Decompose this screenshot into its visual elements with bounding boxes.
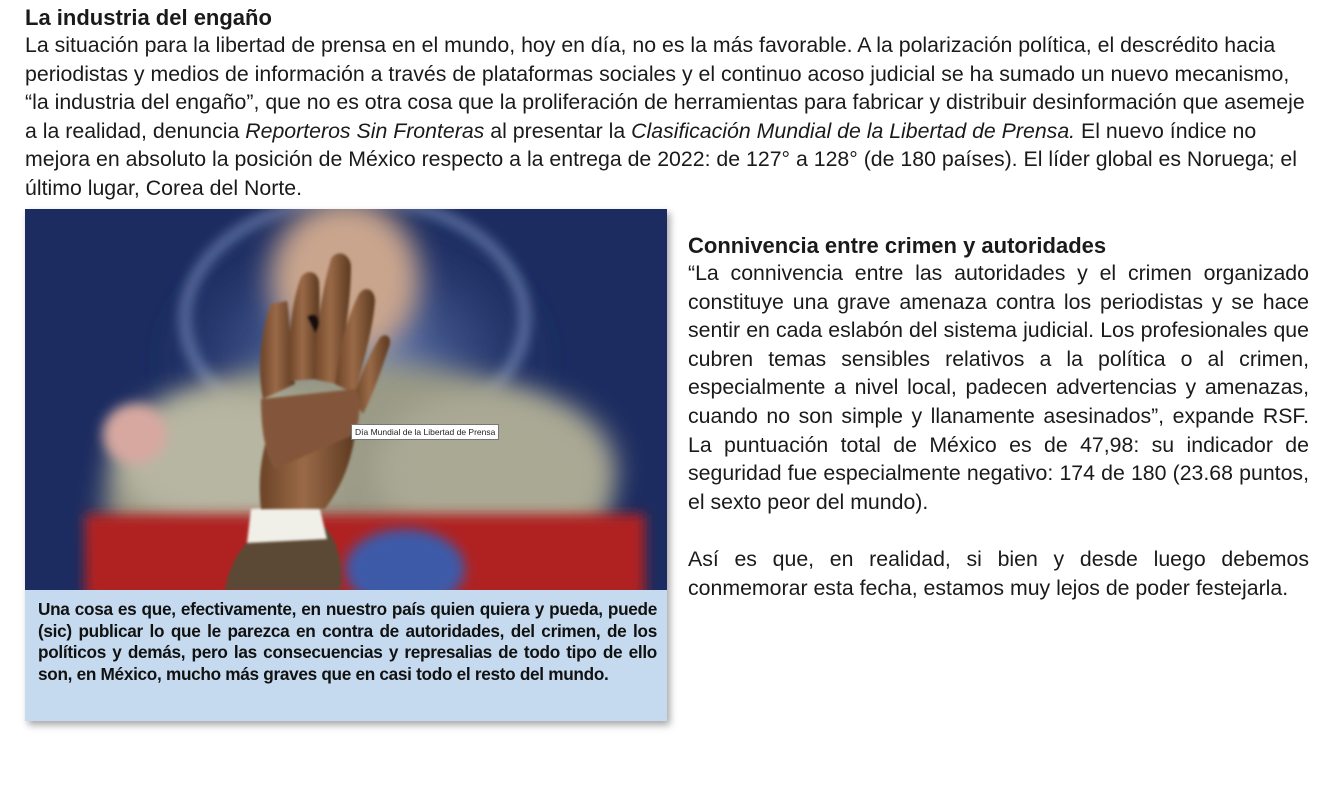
photo-tooltip: Día Mundial de la Libertad de Prensa [351,424,499,440]
intro-italic-rsf: Reporteros Sin Fronteras [245,118,485,143]
section-title-industria: La industria del engaño [25,5,272,30]
intro-italic-clasificacion: Clasificación Mundial de la Libertad de Prensa. [631,118,1076,143]
intro-paragraph [25,31,1315,203]
intro-text-part1: La situación para la libertad de prensa en el mundo, hoy en día, no es la más favorable. A la polarización política, el descrédito hacia periodistas y medios de información a través de plataformas sociales y el continuo acoso judicial se ha sumado un nuevo mecanismo, “la industria del engaño”, que no es otra cosa que la proliferación de herramientas para fabricar y distribuir desinformación que asemeje a la realidad, denuncia [25,33,1305,143]
raised-hand-photo [25,209,667,590]
conclusion-paragraph: Así es que, en realidad, si bien y desde luego debemos conmemorar esta fecha, estamos muy lejos de poder festejarla. [688,546,1309,600]
right-column-text [688,259,1309,602]
photo-figure [25,209,667,721]
section-title-connivencia: Connivencia entre crimen y autoridades [688,233,1107,258]
intro-text-part2: al presentar la [484,118,632,143]
connivencia-paragraph: “La connivencia entre las autoridades y el crimen organizado constituye una grave amenaza contra los periodistas y se hace sentir en cada eslabón del sistema judicial. Los profesionales que cubren temas sensibles relativos a la política o al crimen, especialmente a nivel local, padecen advertencias y amenazas, cuando no son simple y llanamente asesinados”, expande RSF. La puntuación total de México es de 47,98: su indicador de seguridad fue especialmente negativo: 174 de 180 (23.68 puntos, el sexto peor del mundo). [688,261,1309,514]
raised-hand-illustration [25,209,667,590]
intro-text-part3: El nuevo índice no mejora en absoluto la posición de México respecto a la entrega de 2022: de 127° a 128° (de 180 países). El líder global es Noruega; el último lugar, Corea del Norte. [25,118,1297,200]
photo-caption: Una cosa es que, efectivamente, en nuestro país quien quiera y pueda, puede (sic) publicar lo que le parezca en contra de autoridades, del crimen, de los políticos y demás, pero las consecuencias y represalias de todo tipo de ello son, en México, mucho más graves que en casi todo el resto del mundo. [25,590,667,721]
